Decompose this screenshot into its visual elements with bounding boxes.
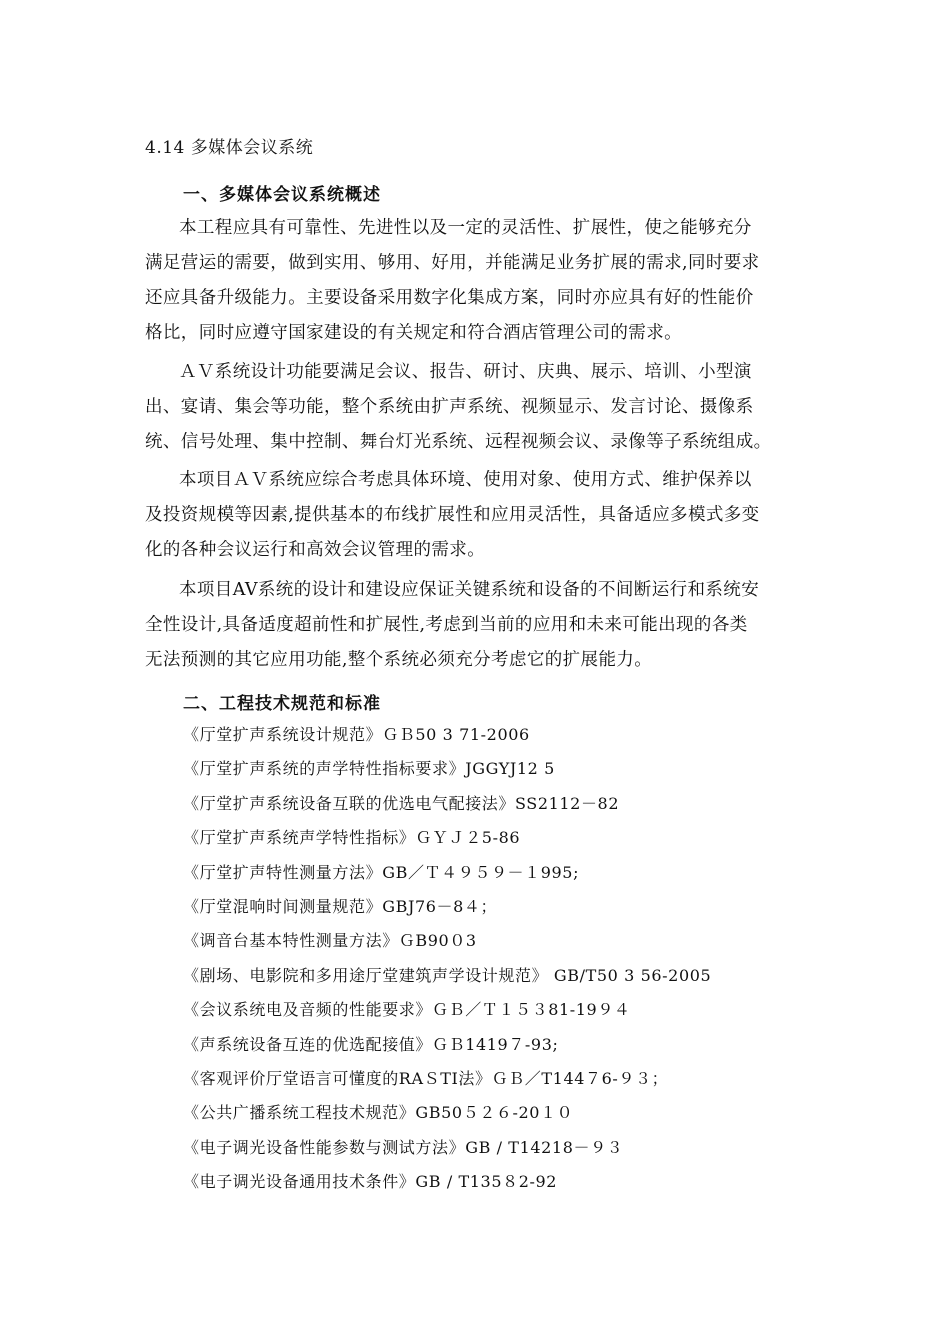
standard-item: 《厅堂扩声系统的声学特性指标要求》JGGYJ12 5 — [183, 759, 555, 779]
standard-item: 《电子调光设备通用技术条件》GB / T135８2-92 — [183, 1172, 558, 1192]
paragraph-3 — [145, 463, 810, 568]
paragraph-line: 本项目ＡＶ系统应综合考虑具体环境、使用对象、使用方式、维护保养以 — [179, 470, 752, 490]
paragraph-line: 全性设计,具备适度超前性和扩展性,考虑到当前的应用和未来可能出现的各类 — [145, 615, 748, 635]
paragraph-4 — [145, 573, 810, 678]
paragraph-line: 格比，同时应遵守国家建设的有关规定和符合酒店管理公司的需求。 — [145, 323, 682, 343]
paragraph-line: 化的各种会议运行和高效会议管理的需求。 — [145, 540, 486, 560]
standard-item: 《电子调光设备性能参数与测试方法》GB / T14218－９３ — [183, 1137, 624, 1157]
paragraph-line: ＡＶ系统设计功能要满足会议、报告、研讨、庆典、展示、培训、小型演 — [179, 362, 752, 382]
standard-item: 《厅堂混响时间测量规范》GBJ76－8４； — [183, 896, 498, 916]
paragraph-line: 出、宴请、集会等功能，整个系统由扩声系统、视频显示、发言讨论、摄像系 — [145, 397, 754, 417]
paragraph-line: 及投资规模等因素,提供基本的布线扩展性和应用灵活性，具备适应多模式多变 — [145, 505, 760, 525]
paragraph-line: 统、信号处理、集中控制、舞台灯光系统、远程视频会议、录像等子系统组成。 — [145, 432, 772, 452]
standard-item: 《厅堂扩声系统设备互联的优选电气配接法》SS2112－82 — [183, 793, 620, 813]
paragraph-line: 满足营运的需要，做到实用、够用、好用，并能满足业务扩展的需求,同时要求 — [145, 253, 760, 273]
paragraph-line: 还应具备升级能力。主要设备采用数字化集成方案，同时亦应具有好的性能价 — [145, 288, 754, 308]
section-title: 4.14 多媒体会议系统 — [145, 138, 314, 158]
standard-item: 《厅堂扩声系统设计规范》ＧＢ50 3 71-2006 — [183, 725, 530, 744]
standard-item: 《厅堂扩声系统声学特性指标》ＧＹＪ２5-86 — [183, 828, 521, 848]
standard-item: 《厅堂扩声特性测量方法》GB／Ｔ４９５９－１995; — [183, 862, 580, 882]
standard-item: 《公共广播系统工程技术规范》GB50５２６-20１０ — [183, 1103, 574, 1123]
standard-item: 《声系统设备互连的优选配接值》ＧＢ1419７-93; — [183, 1034, 559, 1054]
paragraph-line: 本项目AV系统的设计和建设应保证关键系统和设备的不间断运行和系统安 — [179, 580, 760, 600]
paragraph-line: 本工程应具有可靠性、先进性以及一定的灵活性、扩展性，使之能够充分 — [179, 218, 752, 238]
standard-item: 《剧场、电影院和多用途厅堂建筑声学设计规范》 GB/T50 3 56-2005 — [183, 965, 712, 985]
standard-item: 《客观评价厅堂语言可懂度的RAＳTI法》ＧＢ／T144７6-９３； — [183, 1068, 669, 1088]
heading-overview: 一、多媒体会议系统概述 — [183, 185, 381, 205]
paragraph-line: 无法预测的其它应用功能,整个系统必须充分考虑它的扩展能力。 — [145, 650, 653, 670]
heading-standards: 二、工程技术规范和标准 — [183, 694, 381, 714]
paragraph-1 — [145, 211, 810, 351]
standard-item: 《调音台基本特性测量方法》ＧB90０3 — [183, 931, 477, 951]
standards-list — [183, 724, 711, 1205]
paragraph-2 — [145, 355, 810, 460]
standard-item: 《会议系统电及音频的性能要求》ＧＢ／Ｔ１５３81-19９４ — [183, 1000, 631, 1020]
